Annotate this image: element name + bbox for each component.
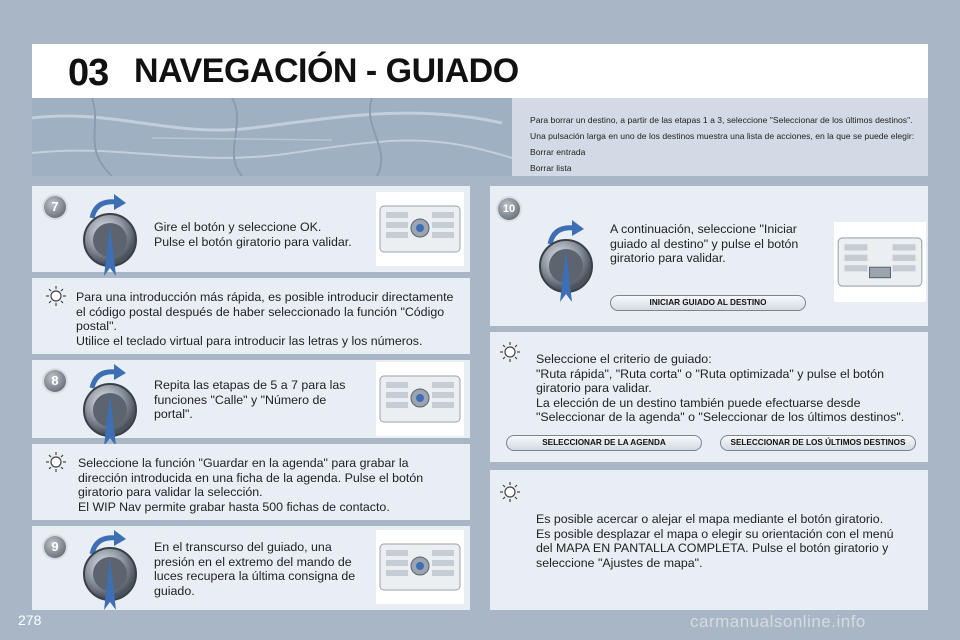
note-line: Borrar entrada	[530, 147, 586, 157]
note-line: Borrar lista	[530, 163, 572, 173]
text-line: seleccione "Ajustes de mapa".	[536, 555, 703, 570]
text-line: Gire el botón y seleccione OK.	[154, 220, 322, 234]
select-from-recent-destinations-button[interactable]: SELECCIONAR DE LOS ÚLTIMOS DESTINOS	[720, 435, 916, 451]
step-9-text	[154, 540, 355, 598]
step-badge: 9	[44, 536, 66, 558]
lightbulb-tip-icon	[46, 452, 66, 472]
tip-1-text	[76, 290, 453, 348]
text-line: En el transcurso del guiado, una	[154, 540, 332, 554]
tip-4-text	[536, 512, 893, 570]
select-from-agenda-button[interactable]: SELECCIONAR DE LA AGENDA	[506, 435, 702, 451]
text-line: A continuación, seleccione "Iniciar	[610, 222, 797, 236]
text-line: guiado al destino" y pulse el botón	[610, 236, 799, 251]
text-line: giratorio para validar.	[610, 251, 726, 265]
text-line: del MAPA EN PANTALLA COMPLETA. Pulse el botón giratorio y	[536, 541, 889, 555]
text-line: guiado.	[154, 583, 195, 598]
radio-panel-icon	[376, 530, 464, 604]
rotary-knob-icon	[80, 206, 140, 282]
text-line: Utilice el teclado virtual para introducir las letras y los números.	[76, 333, 423, 348]
text-line: giratorio para validar.	[536, 381, 652, 395]
step-badge: 10	[498, 198, 520, 220]
text-line: Seleccione el criterio de guiado:	[536, 352, 712, 366]
step-badge: 8	[44, 370, 66, 392]
text-line: giratorio para validar la selección.	[78, 485, 263, 499]
text-line: "Seleccionar de la agenda" o "Seleccionar de los últimos destinos".	[536, 410, 905, 424]
radio-panel-icon	[376, 362, 464, 436]
text-line: presión en el extremo del mando de	[154, 554, 352, 569]
tip-3-text	[536, 352, 904, 425]
chapter-number: 03	[68, 52, 109, 94]
text-line: dirección introducida en una ficha de la agenda. Pulse el botón	[78, 470, 424, 485]
text-line: Pulse el botón giratorio para validar.	[154, 234, 352, 249]
text-line: El WIP Nav permite grabar hasta 500 fichas de contacto.	[78, 499, 390, 514]
watermark: carmanualsonline.info	[690, 612, 866, 631]
page-title: NAVEGACIÓN - GUIADO	[134, 52, 519, 90]
text-line: portal".	[154, 407, 193, 421]
start-guidance-button[interactable]: INICIAR GUIADO AL DESTINO	[610, 295, 806, 311]
step-10-text	[610, 222, 798, 266]
note-line: Una pulsación larga en uno de los destinos muestra una lista de acciones, en la que se puede elegir:	[530, 131, 915, 141]
step-badge: 7	[44, 196, 66, 218]
text-line: Para una introducción más rápida, es posible introducir directamente	[76, 290, 454, 304]
rotary-knob-icon	[80, 376, 140, 452]
note-box	[512, 98, 928, 176]
text-line: luces recupera la última consigna de	[154, 569, 356, 583]
step-7-text	[154, 220, 352, 249]
radio-panel-icon	[834, 222, 926, 302]
lightbulb-tip-icon	[500, 342, 520, 362]
text-line: funciones "Calle" y "Número de	[154, 392, 327, 407]
text-line: Es posible desplazar el mapa o elegir su orientación con el menú	[536, 526, 894, 541]
page-number: 278	[18, 612, 42, 628]
tip-2-text	[78, 456, 423, 514]
radio-panel-icon	[376, 192, 464, 266]
text-line: Es posible acercar o alejar el mapa mediante el botón giratorio.	[536, 512, 884, 526]
lightbulb-tip-icon	[500, 482, 520, 502]
lightbulb-tip-icon	[46, 286, 66, 306]
text-line: Repita las etapas de 5 a 7 para las	[154, 378, 346, 392]
text-line: La elección de un destino también puede efectuarse desde	[536, 395, 861, 410]
rotary-knob-icon	[80, 540, 140, 616]
note-line: Para borrar un destino, a partir de las etapas 1 a 3, seleccione "Seleccionar de los últimos destinos".	[530, 115, 913, 125]
rotary-knob-icon	[536, 232, 596, 308]
text-line: el código postal después de haber seleccionado la función "Código	[76, 304, 445, 319]
text-line: Seleccione la función "Guardar en la agenda" para grabar la	[78, 456, 409, 470]
text-line: postal".	[76, 319, 117, 333]
step-8-text	[154, 378, 346, 422]
text-line: "Ruta rápida", "Ruta corta" o "Ruta optimizada" y pulse el botón	[536, 366, 885, 381]
